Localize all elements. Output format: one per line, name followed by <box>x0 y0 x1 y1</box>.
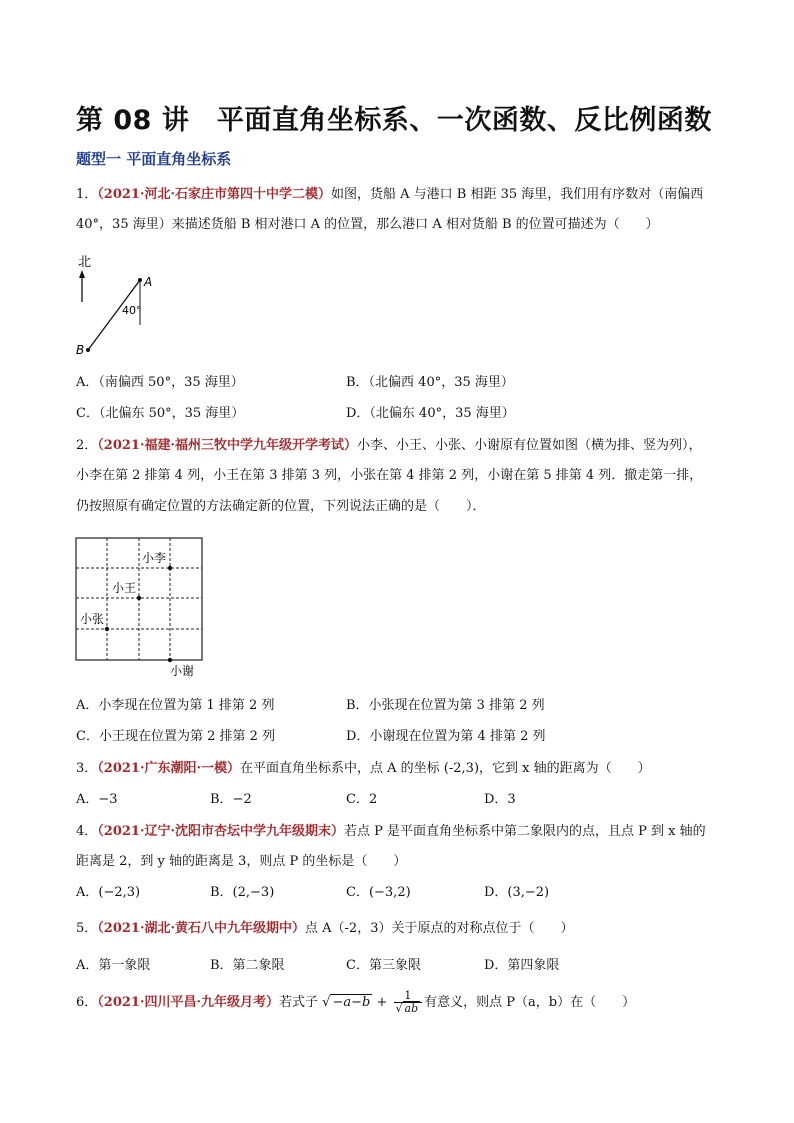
q3-line <box>76 760 651 778</box>
q4-option-d: D．(3,−2) <box>484 885 550 900</box>
li-point <box>168 566 172 570</box>
wang-label: 小王 <box>112 581 137 595</box>
q2-line2: 小李在第 2 排第 4 列，小王在第 3 排第 3 列，小张在第 4 排第 2 列，小谢在第 5 排第 4 列．撤走第一排， <box>76 468 703 483</box>
li-label: 小李 <box>142 551 167 565</box>
zhang-point <box>105 627 109 631</box>
q5-source: （2021·湖北·黄石八中九年级期中） <box>97 921 306 936</box>
q3-source: （2021·广东潮阳·一模） <box>97 761 241 776</box>
q2-grid-figure <box>74 536 214 681</box>
point-a <box>138 278 142 282</box>
wang-point <box>137 596 141 600</box>
q5-option-a: A．第一象限 <box>76 958 151 973</box>
q5-option-d: D．第四象限 <box>484 958 560 973</box>
q1-option-c: C．（北偏东 50°，35 海里） <box>76 406 245 421</box>
north-arrow-head <box>79 270 85 278</box>
q2-option-d: D．小谢现在位置为第 4 排第 2 列 <box>346 729 546 744</box>
q6-plus: + <box>376 995 388 1010</box>
q3-option-b: B．−2 <box>210 792 252 807</box>
q6-pre: 若式子 <box>279 995 319 1010</box>
q6-fraction-numerator: 1 <box>394 990 423 1003</box>
sqrt-sign-1: √ <box>322 995 331 1010</box>
q2-line1 <box>76 437 702 455</box>
angle-label: 40° <box>122 304 142 317</box>
q3-option-d: D．3 <box>484 792 516 807</box>
q1-option-b: B．（北偏西 40°，35 海里） <box>346 375 514 390</box>
q5-number: 5． <box>76 921 98 936</box>
q6-fraction-denominator-wrap <box>394 1003 423 1015</box>
q1-source: （2021·河北·石家庄市第四十中学二模） <box>97 187 332 202</box>
q2-option-b: B．小张现在位置为第 3 排第 2 列 <box>346 698 545 713</box>
q3-option-c: C．2 <box>346 792 378 807</box>
q2-source: （2021·福建·福州三牧中学九年级开学考试） <box>97 438 358 453</box>
q6-fraction-denominator: ab <box>404 1002 419 1015</box>
q5-line <box>76 920 573 938</box>
label-a: A <box>144 275 153 289</box>
q6-post: 有意义，则点 P（a，b）在（ ） <box>424 995 636 1010</box>
page-title: 第 08 讲 平面直角坐标系、一次函数、反比例函数 <box>76 105 712 136</box>
q5-option-b: B．第二象限 <box>210 958 285 973</box>
label-b: B <box>76 343 85 357</box>
zhang-label: 小张 <box>80 612 105 626</box>
q2-option-c: C．小王现在位置为第 2 排第 2 列 <box>76 729 276 744</box>
q1-text1: 如图，货船 A 与港口 B 相距 35 海里，我们用有序数对（南偏西 <box>331 187 704 202</box>
north-label: 北 <box>78 255 92 270</box>
q6-line <box>76 990 635 1015</box>
sqrt-sign-2: √ <box>395 1002 403 1015</box>
q1-line1 <box>76 186 703 204</box>
q2-number: 2． <box>76 438 98 453</box>
q2-option-a: A．小李现在位置为第 1 排第 2 列 <box>76 698 275 713</box>
q1-option-a: A．（南偏西 50°，35 海里） <box>76 375 244 390</box>
q1-option-d: D．（北偏东 40°，35 海里） <box>346 406 515 421</box>
q1-number: 1． <box>76 187 98 202</box>
q1-line2: 40°，35 海里）来描述货船 B 相对港口 A 的位置，那么港口 A 相对货船 B 的位置可描述为（ ） <box>76 217 659 232</box>
point-b <box>86 348 90 352</box>
q6-fraction <box>394 990 423 1015</box>
q6-radicand: −a−b <box>332 995 371 1010</box>
xie-point <box>168 658 172 662</box>
q5-text: 点 A（-2，3）关于原点的对称点位于（ ） <box>305 921 574 936</box>
q5-option-c: C．第三象限 <box>346 958 421 973</box>
q1-figure <box>70 250 180 360</box>
q3-text: 在平面直角坐标系中，点 A 的坐标 (-2,3)，它到 x 轴的距离为（ ） <box>240 761 651 776</box>
q4-option-a: A．(−2,3) <box>76 885 141 900</box>
q4-line1 <box>76 823 706 841</box>
q4-source: （2021·辽宁·沈阳市杏坛中学九年级期末） <box>97 824 345 839</box>
q3-option-a: A．−3 <box>76 792 118 807</box>
q4-text1: 若点 P 是平面直角坐标系中第二象限内的点，且点 P 到 x 轴的 <box>344 824 706 839</box>
xie-label: 小谢 <box>170 664 195 678</box>
q4-option-b: B．(2,−3) <box>210 885 275 900</box>
q3-number: 3． <box>76 761 98 776</box>
q4-option-c: C．(−3,2) <box>346 885 411 900</box>
q4-number: 4． <box>76 824 98 839</box>
q6-source: （2021·四川平昌·九年级月考） <box>97 995 280 1010</box>
section-heading: 题型一 平面直角坐标系 <box>76 150 232 168</box>
q2-line3: 仍按照原有确定位置的方法确定新的位置，下列说法正确的是（ ）． <box>76 499 486 514</box>
q2-text1: 小李、小王、小张、小谢原有位置如图（横为排、竖为列）， <box>357 438 702 453</box>
q4-line2: 距离是 2，到 y 轴的距离是 3，则点 P 的坐标是（ ） <box>76 854 407 869</box>
q6-number: 6． <box>76 995 98 1010</box>
